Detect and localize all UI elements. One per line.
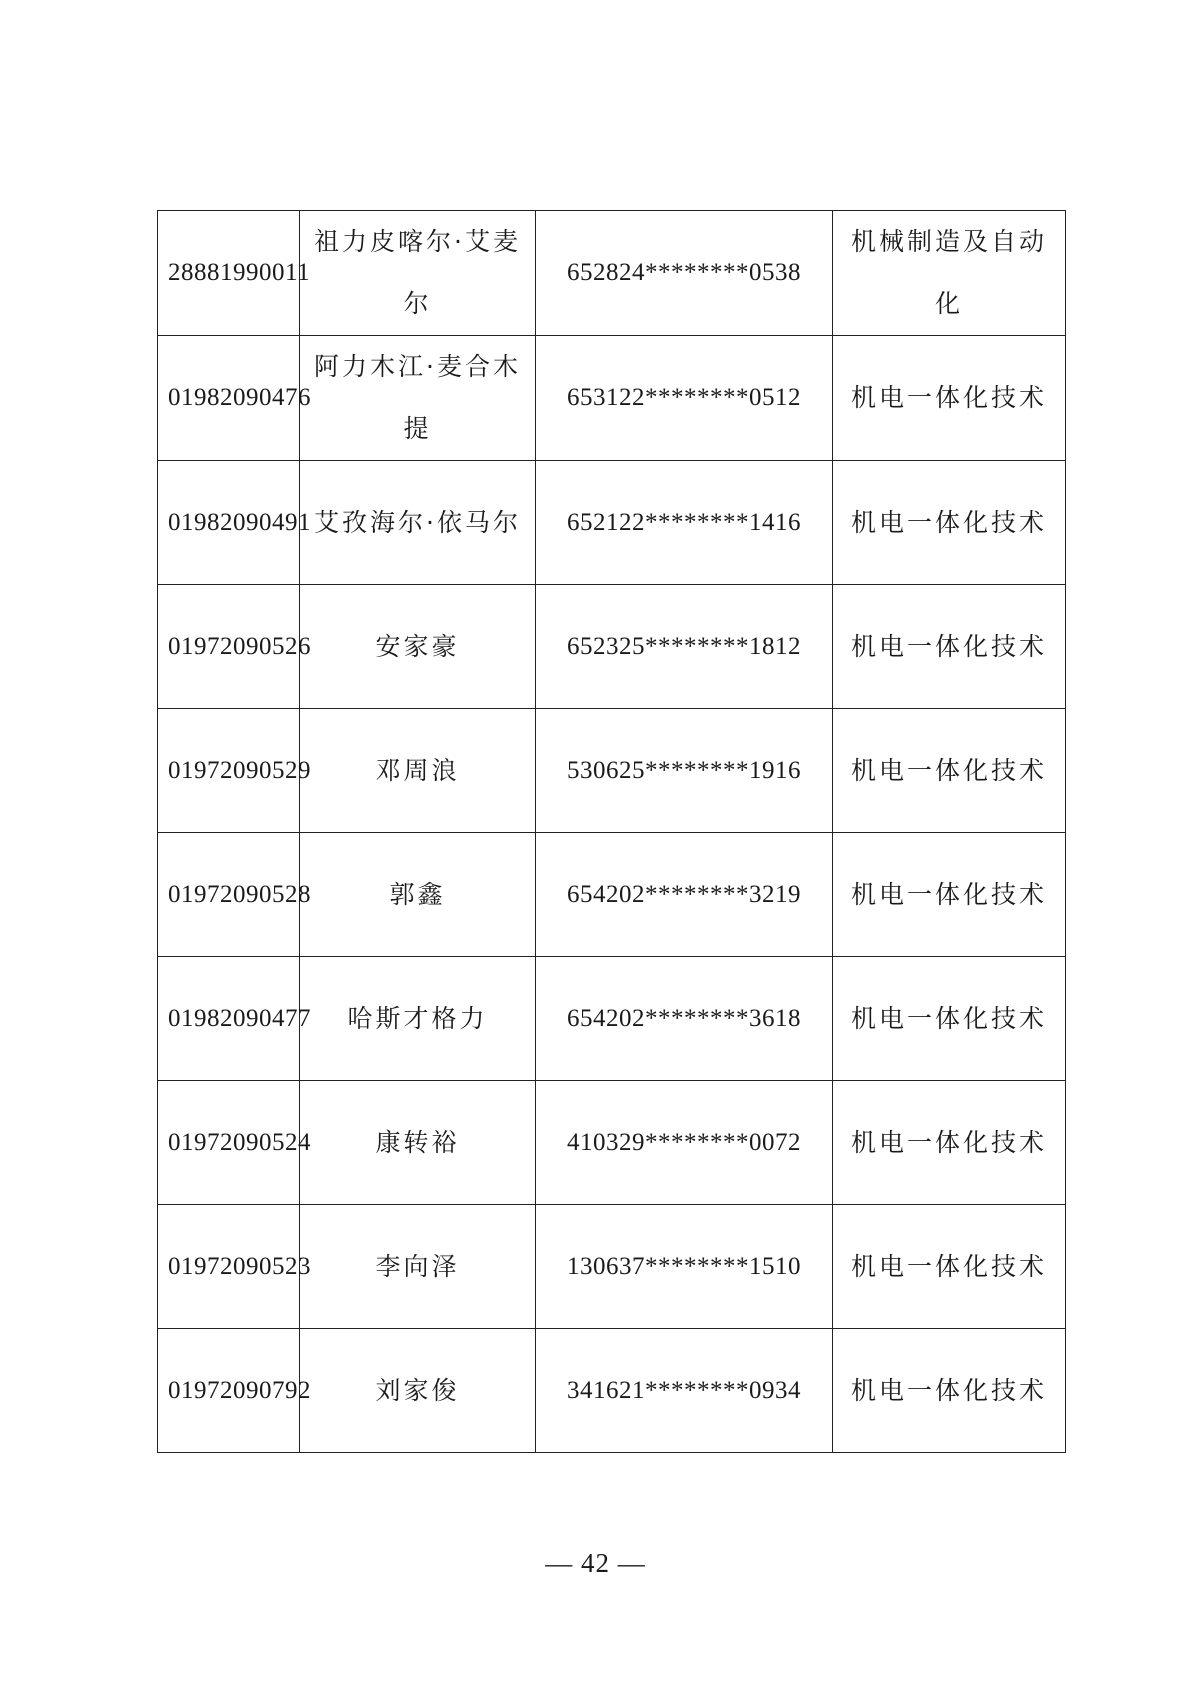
- student-name-cell: 祖力皮喀尔·艾麦尔: [300, 211, 536, 336]
- table-row: [158, 1329, 1066, 1453]
- student-id-cell: 01982090477: [158, 957, 300, 1081]
- student-name-cell: 康转裕: [300, 1081, 536, 1205]
- id-card-cell: 130637********1510: [536, 1205, 833, 1329]
- id-card-cell: 652824********0538: [536, 211, 833, 336]
- major-cell: 机电一体化技术: [833, 833, 1066, 957]
- student-id-cell: 01972090523: [158, 1205, 300, 1329]
- table-row: [158, 957, 1066, 1081]
- id-card-cell: 652325********1812: [536, 585, 833, 709]
- table-row: [158, 1205, 1066, 1329]
- student-table: [157, 210, 1066, 1453]
- id-card-cell: 652122********1416: [536, 461, 833, 585]
- student-id-cell: 01982090491: [158, 461, 300, 585]
- student-name-cell: 郭鑫: [300, 833, 536, 957]
- student-name-cell: 安家豪: [300, 585, 536, 709]
- student-table-body: [158, 211, 1066, 1453]
- student-id-cell: 01972090526: [158, 585, 300, 709]
- student-id-cell: 01972090528: [158, 833, 300, 957]
- student-name-cell: 邓周浪: [300, 709, 536, 833]
- id-card-cell: 654202********3219: [536, 833, 833, 957]
- major-cell: 机电一体化技术: [833, 709, 1066, 833]
- table-row: [158, 461, 1066, 585]
- table-row: [158, 833, 1066, 957]
- student-name-cell: 哈斯才格力: [300, 957, 536, 1081]
- table-row: [158, 1081, 1066, 1205]
- table-row: [158, 336, 1066, 461]
- id-card-cell: 654202********3618: [536, 957, 833, 1081]
- table-row: [158, 211, 1066, 336]
- id-card-cell: 530625********1916: [536, 709, 833, 833]
- major-cell: 机电一体化技术: [833, 336, 1066, 461]
- id-card-cell: 341621********0934: [536, 1329, 833, 1453]
- major-cell: 机电一体化技术: [833, 1205, 1066, 1329]
- student-id-cell: 01972090529: [158, 709, 300, 833]
- student-name-cell: 阿力木江·麦合木提: [300, 336, 536, 461]
- major-cell: 机电一体化技术: [833, 1329, 1066, 1453]
- student-name-cell: 艾孜海尔·依马尔: [300, 461, 536, 585]
- student-id-cell: 01972090524: [158, 1081, 300, 1205]
- page-number: — 42 —: [545, 1548, 646, 1578]
- major-cell: 机电一体化技术: [833, 461, 1066, 585]
- table-row: [158, 585, 1066, 709]
- major-cell: 机电一体化技术: [833, 1081, 1066, 1205]
- student-name-cell: 李向泽: [300, 1205, 536, 1329]
- student-name-cell: 刘家俊: [300, 1329, 536, 1453]
- id-card-cell: 653122********0512: [536, 336, 833, 461]
- student-id-cell: 01972090792: [158, 1329, 300, 1453]
- student-id-cell: 01982090476: [158, 336, 300, 461]
- major-cell: 机电一体化技术: [833, 585, 1066, 709]
- id-card-cell: 410329********0072: [536, 1081, 833, 1205]
- major-cell: 机械制造及自动化: [833, 211, 1066, 336]
- table-row: [158, 709, 1066, 833]
- major-cell: 机电一体化技术: [833, 957, 1066, 1081]
- student-id-cell: 28881990011: [158, 211, 300, 336]
